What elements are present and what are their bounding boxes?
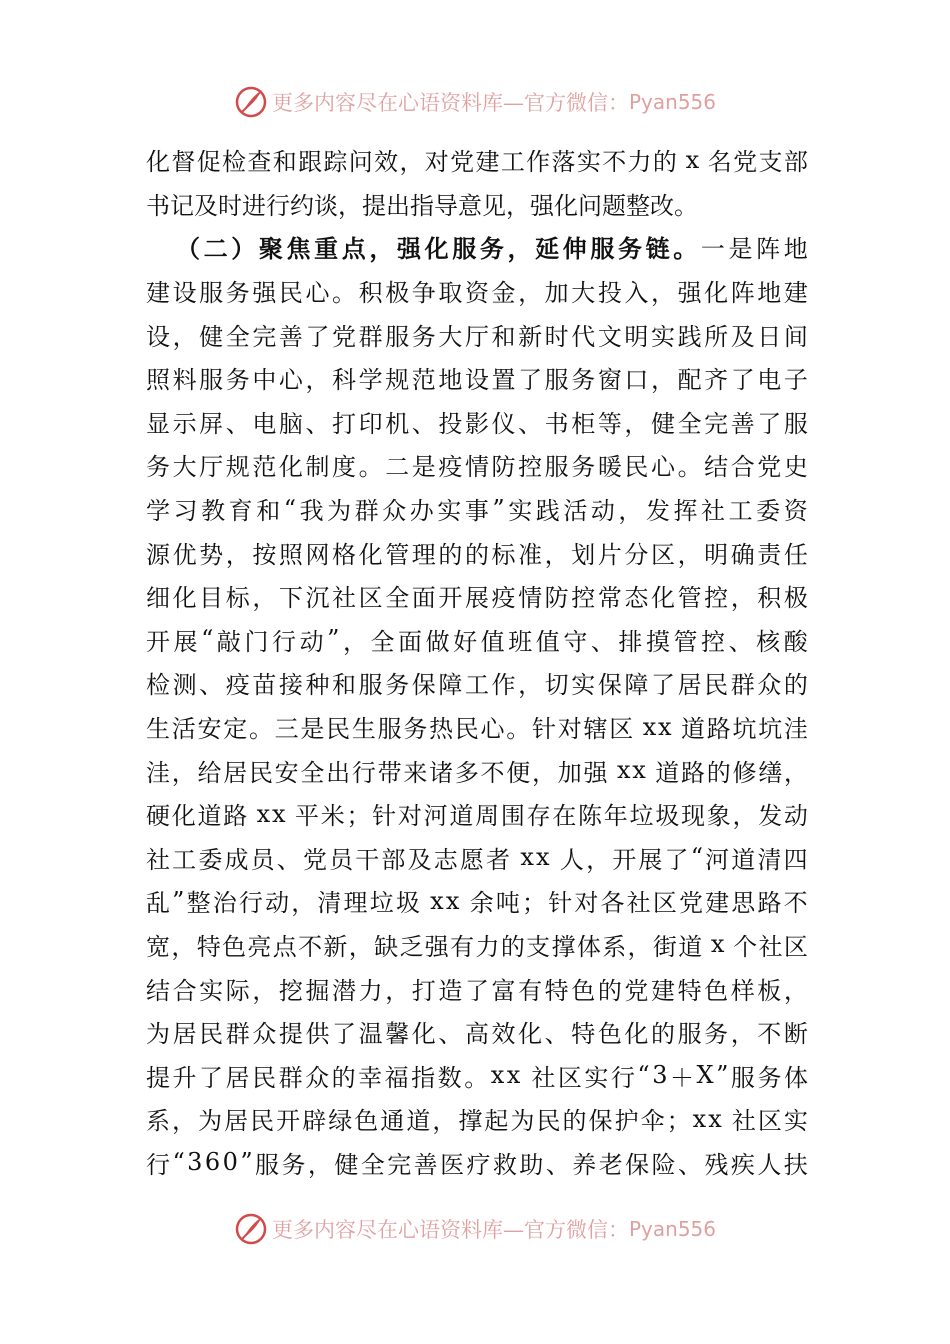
text-line: 硬 化 道 路 x x 平 米 ； 针 对 河 道 周 围 存 在 陈 年 垃 圾 现 象 ， 发 动 [146, 799, 808, 831]
watermark-id: Pyan556 [628, 1217, 716, 1241]
document-body [146, 138, 808, 1184]
watermark-text: 更多内容尽在心语资料库—官方微信： [271, 91, 629, 115]
text-line: 生 活 安 定 。 三 是 民 生 服 务 热 民 心 。 针 对 辖 区 x x 道 路 坑 坑 洼 [146, 712, 808, 744]
quill-logo-icon [234, 1212, 268, 1246]
watermark-text: 更多内容尽在心语资料库—官方微信： [271, 1218, 629, 1242]
text-line: 检 测 、 疫 苗 接 种 和 服 务 保 障 工 作 ， 切 实 保 障 了 居 民 群 众 的 [146, 671, 808, 700]
text-line: 行 “ 3 6 0 ” 服 务 ， 健 全 完 善 医 疗 救 助 、 养 老 保 险 、 残 疾 人 扶 [146, 1148, 808, 1179]
text-line: 源 优 势 ， 按 照 网 格 化 管 理 的 的 标 准 ， 划 片 分 区 ， 明 确 责 任 [146, 540, 808, 569]
text-line: 细 化 目 标 ， 下 沉 社 区 全 面 开 展 疫 情 防 控 常 态 化 管 控 ， 积 极 [146, 584, 808, 613]
footer-watermark [0, 1209, 950, 1249]
text-line: 提 升 了 居 民 群 众 的 幸 福 指 数 。 x x 社 区 实 行 “ 3 ＋ X ” 服 务 体 [146, 1061, 808, 1092]
text-line: 学 习 教 育 和 “ 我 为 群 众 办 实 事 ” 实 践 活 动 ， 发 挥 社 工 委 资 [146, 494, 808, 526]
text-line: 为 居 民 群 众 提 供 了 温 馨 化 、 高 效 化 、 特 色 化 的 服 务 ， 不 断 [146, 1020, 808, 1049]
text-line: 照 料 服 务 中 心 ， 科 学 规 范 地 设 置 了 服 务 窗 口 ， 配 齐 了 电 子 [146, 366, 808, 395]
text-line: 开 展 “ 敲 门 行 动 ” ， 全 面 做 好 值 班 值 守 、 排 摸 管 控 、 核 酸 [146, 625, 808, 656]
text-line: 书 记 及 时 进 行 约 谈 ， 提 出 指 导 意 见 ， 强 化 问 题 整 改 。 [146, 191, 698, 220]
watermark-id: Pyan556 [628, 90, 716, 114]
text-line: 洼 ， 给 居 民 安 全 出 行 带 来 诸 多 不 便 ， 加 强 x x 道 路 的 修 缮 ， [146, 756, 808, 787]
text-line: 结 合 实 际 ， 挖 掘 潜 力 ， 打 造 了 富 有 特 色 的 党 建 特 色 样 板 ， [146, 976, 808, 1005]
header-watermark [0, 82, 950, 122]
text-line: 宽 ， 特 色 亮 点 不 新 ， 缺 乏 强 有 力 的 支 撑 体 系 ， 街 道 x 个 社 区 [146, 930, 808, 961]
text-line: 建 设 服 务 强 民 心 。 积 极 争 取 资 金 ， 加 大 投 入 ， 强 化 阵 地 建 [146, 279, 808, 308]
text-line: 设 ， 健 全 完 善 了 党 群 服 务 大 厅 和 新 时 代 文 明 实 践 所 及 日 间 [146, 322, 808, 351]
quill-logo-icon [234, 85, 268, 119]
text-line: 化 督 促 检 查 和 跟 踪 问 效 ， 对 党 建 工 作 落 实 不 力 的 x 名 党 支 部 [146, 145, 808, 177]
text-line: （ 二 ） 聚 焦 重 点 ， 强 化 服 务 ， 延 伸 服 务 链 。 一 是 阵 地 [176, 235, 808, 264]
text-line: 显 示 屏 、 电 脑 、 打 印 机 、 投 影 仪 、 书 柜 等 ， 健 全 完 善 了 服 [146, 409, 808, 438]
text-line: 乱 ” 整 治 行 动 ， 清 理 垃 圾 x x 余 吨 ； 针 对 各 社 区 党 建 思 路 不 [146, 886, 808, 918]
text-line: 务 大 厅 规 范 化 制 度 。 二 是 疫 情 防 控 服 务 暖 民 心 。 结 合 党 史 [146, 453, 808, 482]
text-line: 系 ， 为 居 民 开 辟 绿 色 通 道 ， 撑 起 为 民 的 保 护 伞 ； x x 社 区 实 [146, 1104, 808, 1136]
text-line: 社 工 委 成 员 、 党 员 干 部 及 志 愿 者 x x 人 ， 开 展 了 “ 河 道 清 四 [146, 843, 808, 874]
